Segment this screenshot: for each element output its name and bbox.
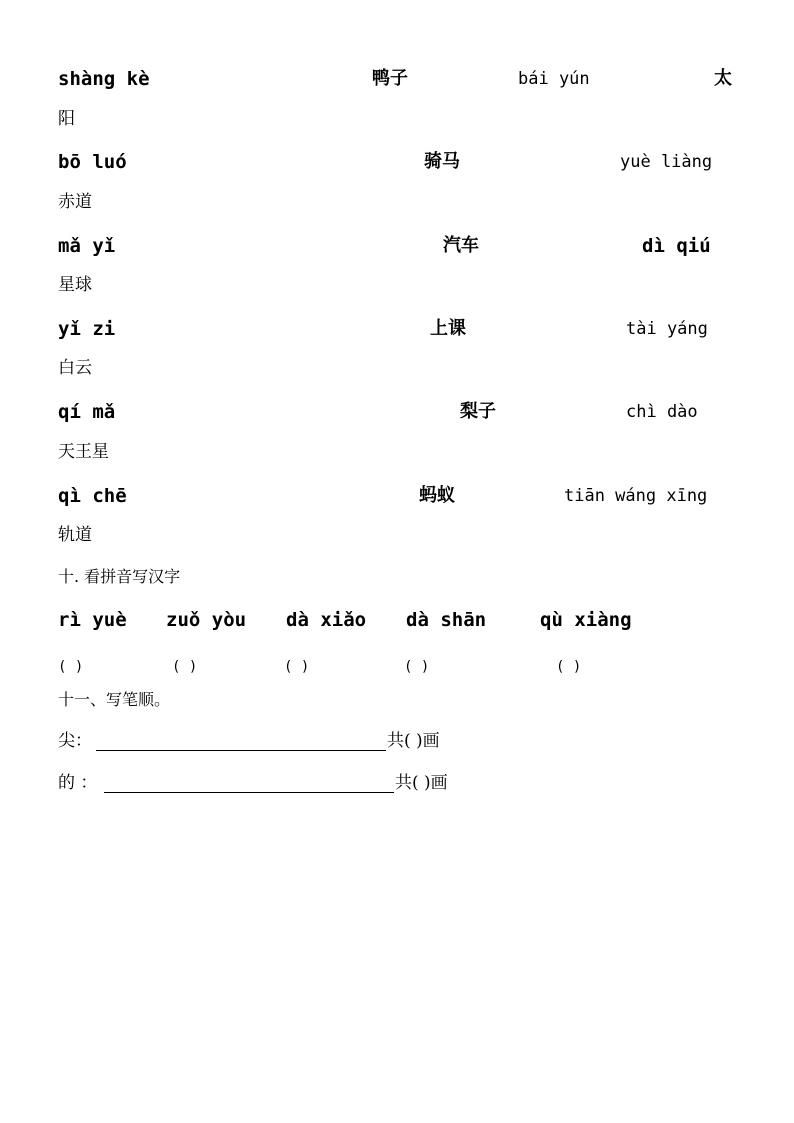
answer-bracket-1[interactable]: ( ) [58, 659, 84, 675]
pinyin-yi-zi: yǐ zi [58, 318, 116, 340]
stroke-char-de: 的 ： [58, 773, 98, 793]
hanzi-qiche: 汽车 [443, 235, 479, 256]
hanzi-baiyun: 白云 [58, 358, 92, 378]
pinyin-yue-liang: yuè liàng [620, 152, 713, 172]
hanzi-yazi: 鸭子 [372, 68, 408, 89]
pinyin-di-qiu: dì qiú [642, 235, 711, 257]
hanzi-tai: 太 [714, 68, 732, 89]
pinyin-bo-luo: bō luó [58, 151, 127, 173]
section-10-title: 十. 看拼音写汉字 [58, 567, 181, 586]
answer-bracket-4[interactable]: ( ) [404, 659, 430, 675]
hanzi-chidao: 赤道 [58, 192, 92, 212]
stroke-order-line-1[interactable] [96, 750, 386, 751]
pinyin-shang-ke: shàng kè [58, 68, 150, 90]
hanzi-xingqiu: 星球 [58, 275, 92, 295]
pinyin-chi-dao: chì dào [626, 402, 698, 422]
section-11-title: 十一、写笔顺。 [58, 690, 171, 709]
answer-bracket-2[interactable]: ( ) [172, 659, 198, 675]
pinyin-tian-wang-xing: tiān wáng xīng [564, 486, 708, 506]
hanzi-mayi: 蚂蚁 [419, 485, 455, 506]
hanzi-lizi: 梨子 [460, 401, 496, 422]
hanzi-shangke: 上课 [430, 318, 466, 339]
hanzi-qima: 骑马 [424, 151, 460, 172]
pinyin-qi-che: qì chē [58, 485, 127, 507]
stroke-char-jian: 尖： [58, 731, 92, 751]
stroke-count-2: 共( )画 [395, 773, 448, 793]
answer-bracket-3[interactable]: ( ) [284, 659, 310, 675]
pinyin-da-shan: dà shān [406, 609, 487, 631]
stroke-count-1: 共( )画 [387, 731, 440, 751]
pinyin-da-xiao: dà xiǎo [286, 609, 367, 631]
stroke-order-line-2[interactable] [104, 792, 394, 793]
answer-bracket-5[interactable]: ( ) [556, 659, 582, 675]
hanzi-tianwangxing: 天王星 [58, 442, 109, 462]
hanzi-yang: 阳 [58, 109, 75, 129]
pinyin-bai-yun: bái yún [518, 69, 590, 89]
pinyin-qi-ma: qí mǎ [58, 401, 116, 423]
pinyin-ri-yue: rì yuè [58, 609, 127, 631]
pinyin-qu-xiang: qù xiàng [540, 609, 632, 631]
hanzi-guidao: 轨道 [58, 525, 92, 545]
pinyin-zuo-you: zuǒ yòu [166, 609, 247, 631]
pinyin-ma-yi: mǎ yǐ [58, 235, 116, 257]
pinyin-tai-yang: tài yáng [626, 319, 708, 339]
